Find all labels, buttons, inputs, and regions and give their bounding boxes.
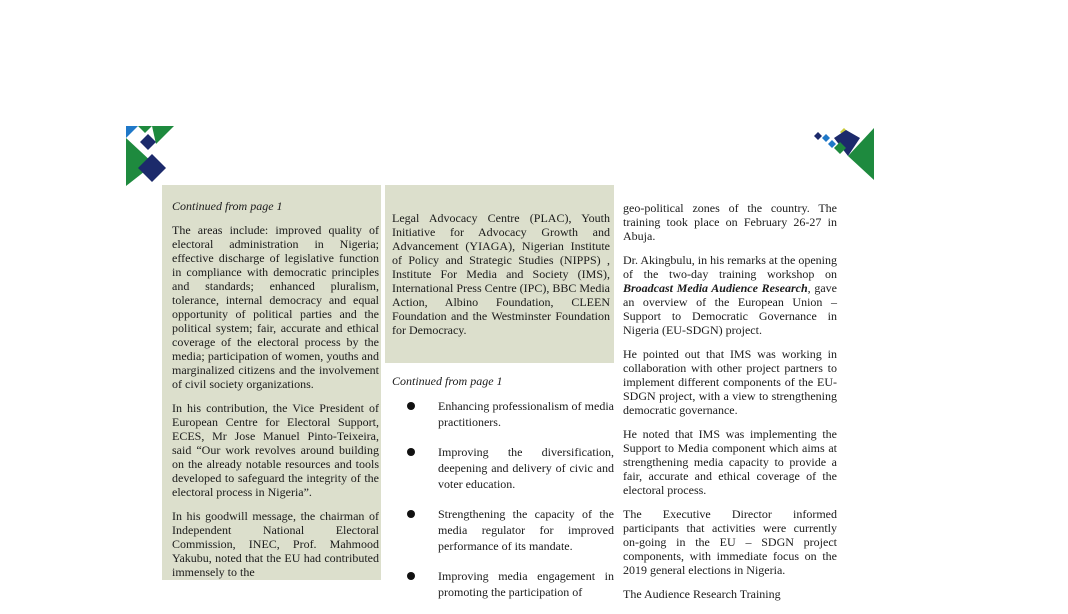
list-item: Improving the diversification, deepening and delivery of civic and voter education. — [392, 444, 614, 492]
continued-label: Continued from page 1 — [172, 199, 283, 213]
list-item: Enhancing professionalism of media practitioners. — [392, 398, 614, 430]
list-item: Strengthening the capacity of the media regulator for improved performance of its mandate. — [392, 506, 614, 554]
paragraph: geo-political zones of the country. The training took place on February 26-27 in Abuja. — [623, 201, 837, 243]
middle-bottom-column — [392, 374, 614, 614]
newsletter-page — [126, 124, 874, 601]
paragraph: In his contribution, the Vice President of European Centre for Electoral Support, ECES, Mr Jose Manuel Pinto-Teixeira, said “Our work revolves around building on the already notable resources and tools developed to safeguard the integrity of the electoral process in Nigeria”. — [172, 401, 379, 499]
paragraph: The Audience Research Training — [623, 587, 781, 601]
paragraph: Dr. Akingbulu, in his remarks at the opening of the two-day training workshop on Broadcast Media Audience Research, gave an overview of the European Union – Support to Democratic Governance in Nigeria (EU-SDGN) project. — [623, 253, 837, 337]
paragraph: The areas include: improved quality of electoral administration in Nigeria; effective discharge of legislative function in compliance with democratic principles and standards; enhanced pluralism, tolerance, internal democracy and equal opportunity of political parties and the political system; fair, accurate and ethical coverage of the electoral process by the media; participation of women, youths and marginalized citizens and the involvement of civil society organizations. — [172, 223, 379, 391]
paragraph: He noted that IMS was implementing the Support to Media component which aims at strengthening media capacity to provide a fair, accurate and ethical coverage of the electoral process. — [623, 427, 837, 497]
continued-label: Continued from page 1 — [392, 374, 503, 388]
left-column — [172, 199, 379, 589]
paragraph: The Executive Director informed participants that activities were currently on-going in the EU – SDGN project components, with immediate focus on the 2019 general elections in Nigeria. — [623, 507, 837, 577]
ims-logo-icon — [812, 124, 874, 180]
ims-logo-icon — [126, 124, 176, 186]
bullet-icon — [407, 448, 415, 456]
middle-top-column — [392, 211, 610, 347]
bullet-icon — [407, 510, 415, 518]
paragraph: Legal Advocacy Centre (PLAC), Youth Initiative for Advocacy Growth and Advancement (YIAGA), Nigerian Institute of Policy and Strategic Studies (NIPPS) , Institute For Media and Society (IMS), International Press Centre (IPC), BBC Media Action, Albino Foundation, CLEEN Foundation and the Westminster Foundation for Democracy. — [392, 211, 610, 337]
bullet-list — [392, 398, 614, 600]
paragraph: He pointed out that IMS was working in collaboration with other project partners to implement different components of the EU-SDGN project, with a view to strengthening democratic governance. — [623, 347, 837, 417]
bullet-icon — [407, 402, 415, 410]
paragraph: In his goodwill message, the chairman of Independent National Electoral Commission, INEC, Prof. Mahmood Yakubu, noted that the EU had contributed immensely to the — [172, 509, 379, 579]
emphasized-title: Broadcast Media Audience Research — [623, 281, 808, 295]
bullet-icon — [407, 572, 415, 580]
right-column — [623, 201, 837, 611]
list-item: Improving media engagement in promoting the participation of — [392, 568, 614, 600]
